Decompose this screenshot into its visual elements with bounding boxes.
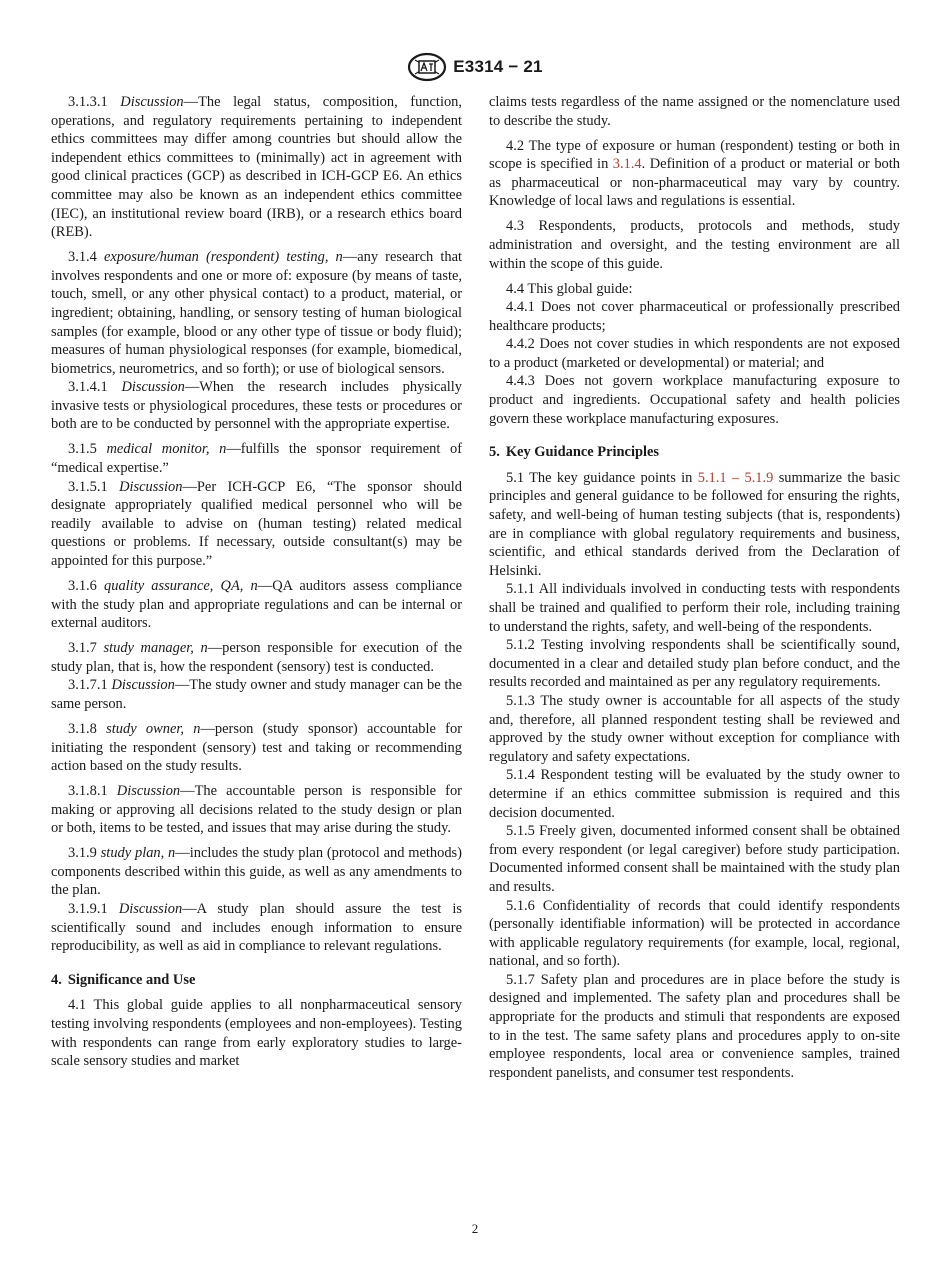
- page-header: [0, 52, 950, 86]
- section-5-1-3: 5.1.3 The study owner is accountable for all aspects of the study and, therefore, all planned respondent testing shall be reviewed and approved by the study owner without exception for compliance with regulatory and safety expectations.: [489, 692, 900, 765]
- section-3-1-4: 3.1.4 exposure/human (respondent) testing, n—any research that involves respondents and one or more of: exposure (by means of taste, touch, smell, or any other physical contact) to a product, material, or ingredient; obtaining, handling, or sensory testing of human biological samples (for example, blood or any other type of tissue or body fluid); measures of human physiological responses (for example, biomedical, biometrics, neurometrics, and so forth); or use of biological sensors.: [51, 249, 462, 377]
- section-heading-4: 4. Significance and Use: [51, 971, 196, 988]
- section-3-1-8-1: 3.1.8.1 Discussion—The accountable person is responsible for making or approving all decisions related to the study design or plan or both, items to be tested, and issues that may arise during the study.: [51, 783, 462, 837]
- document-id: E3314 − 21: [453, 57, 543, 76]
- section-5-1-1: 5.1.1 All individuals involved in conducting tests with respondents shall be trained and qualified to perform their role, including training to understand the rights, safety, and well-being of the respondents.: [489, 581, 900, 635]
- section-3-1-7: 3.1.7 study manager, n—person responsible for execution of the study plan, that is, how the respondent (sensory) test is conducted.: [51, 640, 463, 675]
- section-3-1-4-1: 3.1.4.1 Discussion—When the research includes physically invasive tests or physiological procedures, these tests or procedures or both are to be conducted by personnel with the appropriate expertise.: [51, 379, 462, 433]
- section-3-1-7-1: 3.1.7.1 Discussion—The study owner and study manager can be the same person.: [51, 677, 462, 712]
- section-5-1-2: 5.1.2 Testing involving respondents shall be scientifically sound, documented in a clear and detailed study plan before conduct, and the results recorded and maintained as per any regulatory requirements.: [489, 637, 900, 691]
- section-4-4-3: 4.4.3 Does not govern workplace manufacturing exposure to product and ingredients. Occupational safety and health policies govern these workplace manufacturing exposures.: [489, 373, 900, 427]
- right-column: [489, 93, 900, 1082]
- section-3-1-6: 3.1.6 quality assurance, QA, n—QA auditors assess compliance with the study plan and appropriate regulations and can be internal or external auditors.: [51, 578, 463, 632]
- section-4-3: 4.3 Respondents, products, protocols and methods, study administration and oversight, and the testing environment are all within the scope of this guide.: [489, 218, 900, 272]
- section-3-1-5: 3.1.5 medical monitor, n—fulfills the sponsor requirement of “medical expertise.”: [51, 441, 463, 477]
- section-5-1: 5.1 The key guidance points in 5.1.1 – 5.1.9 summarize the basic principles and general guidance to be followed for ensuring the rights, safety, and well-being of human testing subjects (that is, respondents) are in compliance with global regulatory requirements and business, scientific, and ethical standards derived from the Declaration of Helsinki.: [489, 469, 900, 579]
- section-5-1-4: 5.1.4 Respondent testing will be evaluated by the study owner to determine if an ethics committee submission is required and this decision documented.: [489, 767, 900, 821]
- section-5-1-7: 5.1.7 Safety plan and procedures are in place before the study is designed and implemented. The safety plan and procedures shall be appropriate for the products and stimuli that respondents are exposed to in the test. The same safety plans and procedures apply to on-site employee respondents, local area or convenience samples, trained respondent panelists, and consumer test respondents.: [489, 971, 900, 1081]
- astm-logo-icon: [407, 52, 447, 82]
- page-number: 2: [471, 1221, 479, 1236]
- section-heading-5: 5. Key Guidance Principles: [489, 444, 660, 461]
- section-4-4-1: 4.4.1 Does not cover pharmaceutical or professionally prescribed healthcare products;: [489, 299, 900, 334]
- section-5-1-5: 5.1.5 Freely given, documented informed consent shall be obtained from every respondent (or legal caregiver) before study participation. Documented informed consent shall be maintained with the study plan and results.: [489, 823, 900, 895]
- section-5-1-6: 5.1.6 Confidentiality of records that could identify respondents (personally identifiable information) will be protected in accordance with applicable regulatory requirements (for example, local, regional, national, and so forth).: [489, 897, 900, 970]
- cross-reference-link[interactable]: 3.1.4: [612, 156, 642, 173]
- left-column: [51, 93, 462, 1071]
- section-3-1-5-1: 3.1.5.1 Discussion—Per ICH-GCP E6, “The sponsor should designate appropriately qualified medical personnel who will be readily available to advise on (human testing) related medical questions or problems. If necessary, outside consultant(s) may be appointed for this purpose.”: [51, 478, 462, 570]
- section-3-1-8: 3.1.8 study owner, n—person (study sponsor) accountable for initiating the respondent (sensory) test and taking or recommending action based on the study results.: [51, 720, 463, 775]
- section-4-4-2: 4.4.2 Does not cover studies in which respondents are not exposed to a product (marketed or developmental) or material; and: [489, 336, 900, 371]
- section-4-1: 4.1 This global guide applies to all nonpharmaceutical sensory testing involving respondents (employees and non-employees). Testing with respondents can range from early exploratory studies to large-scale sensory studies and market: [51, 997, 462, 1070]
- section-4-1-continued: claims tests regardless of the name assigned or the nomenclature used to describe the study.: [489, 94, 900, 129]
- section-3-1-9-1: 3.1.9.1 Discussion—A study plan should assure the test is scientifically sound and includes enough information to ensure reproducibility, as well as aid in compliance to relevant regulations.: [51, 901, 462, 955]
- section-3-1-9: 3.1.9 study plan, n—includes the study plan (protocol and methods) components described within this guide, as well as any amendments to the plan.: [51, 845, 462, 899]
- section-4-2: 4.2 The type of exposure or human (respondent) testing or both in scope is specified in 3.1.4. Definition of a product or material or both as pharmaceutical or non-pharmaceutical may vary by country. Knowledge of local laws and regulations is essential.: [489, 137, 900, 210]
- section-3-1-3-1: 3.1.3.1 Discussion—The legal status, composition, function, operations, and regulatory requirements pertaining to independent ethics committees may differ among countries but should allow the independent ethics committees to (minimally) act in agreement with good clinical practices (GCP) as described in ICH-GCP E6. An ethics committee may also be known as an independent ethics committee (IEC), an institutional review board (IRB), or a research ethics board (REB).: [51, 94, 463, 241]
- cross-reference-link[interactable]: 5.1.1 – 5.1.9: [697, 469, 774, 486]
- section-4-4: 4.4 This global guide:: [506, 280, 633, 297]
